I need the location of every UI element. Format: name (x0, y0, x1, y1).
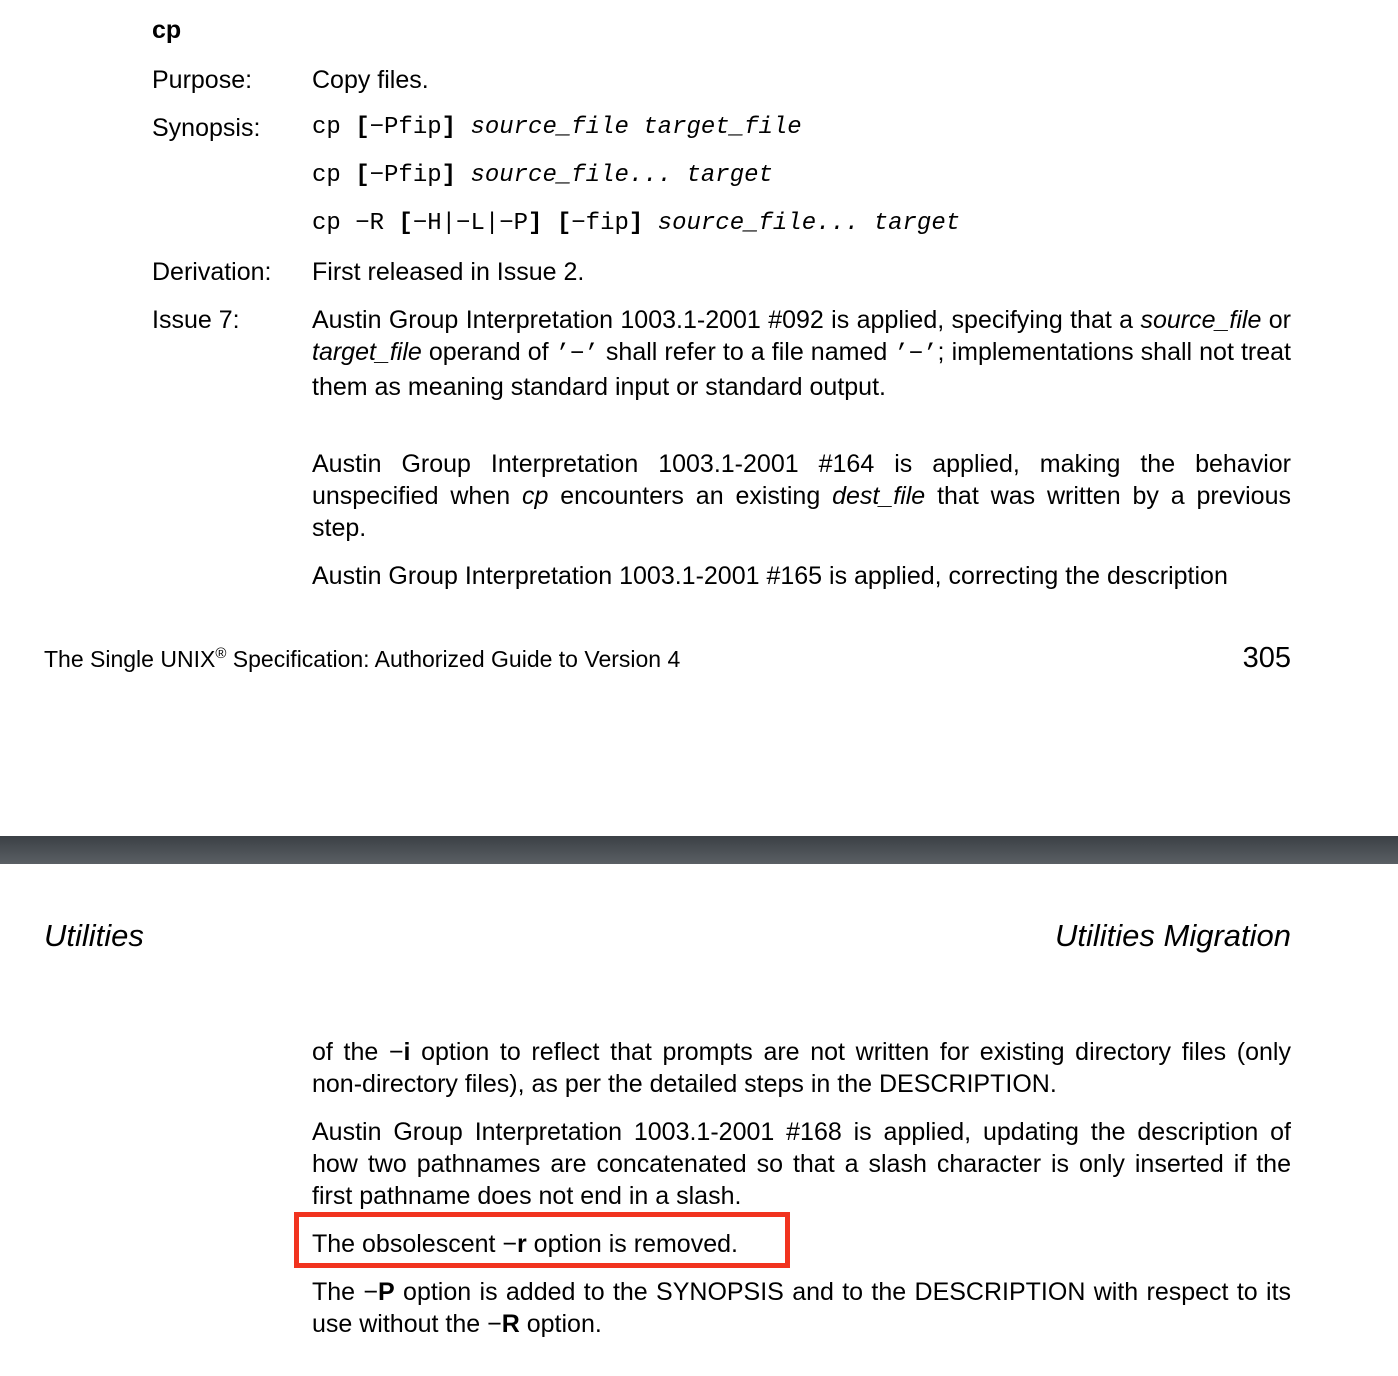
text-run: Specification: Authorized Guide to Version 4 (226, 646, 681, 672)
registered-mark: ® (215, 645, 227, 662)
bracket: ] (528, 210, 543, 237)
removed-option-paragraph (312, 1228, 1291, 1260)
dash-literal: ’−’ (894, 341, 938, 368)
option-p-paragraph (312, 1276, 1291, 1340)
derivation-label: Derivation: (152, 258, 272, 286)
synopsis-options: −fip (571, 210, 629, 237)
purpose-value: Copy files. (312, 66, 429, 94)
page-number: 305 (1242, 642, 1291, 674)
bracket: [ (398, 210, 413, 237)
synopsis-cmd: cp −R (312, 210, 399, 237)
issue-paragraph-1 (312, 304, 1291, 403)
text-run: of the − (312, 1038, 404, 1066)
bracket: ] (441, 114, 457, 141)
synopsis-args: source_file... target (643, 210, 961, 237)
text-run: Austin Group Interpretation 1003.1-2001 #164 is applied, making the behavior unspecified when (312, 450, 1291, 510)
text-run: The − (312, 1278, 379, 1306)
option-letter: R (501, 1310, 520, 1338)
synopsis-line-1 (312, 114, 802, 141)
bracket: [ (542, 210, 572, 237)
synopsis-label: Synopsis: (152, 114, 261, 142)
derivation-value: First released in Issue 2. (312, 258, 585, 286)
synopsis-options: −Pfip (369, 114, 442, 141)
text-run: shall refer to a file named (598, 338, 895, 366)
command-name: cp (521, 482, 549, 510)
operand-target-file: target_file (312, 338, 422, 366)
continued-paragraph (312, 1036, 1291, 1100)
text-run: option is added to the SYNOPSIS and to the DESCRIPTION with respect to its use without the − (312, 1278, 1292, 1338)
running-header-right: Utilities Migration (1054, 918, 1291, 953)
issue-label: Issue 7: (152, 306, 240, 334)
synopsis-args: source_file... target (456, 162, 773, 189)
bracket: [ (355, 114, 370, 141)
issue-paragraph-3: Austin Group Interpretation 1003.1-2001 #165 is applied, correcting the description (312, 562, 1228, 590)
operand-source-file: source_file (1140, 306, 1262, 334)
text-run: ; implementations shall not treat them as meaning standard input or standard output. (312, 338, 1292, 401)
operand-dest-file: dest_file (832, 482, 926, 510)
synopsis-options: −Pfip (369, 162, 442, 189)
command-heading: cp (152, 16, 182, 44)
synopsis-line-3 (312, 210, 960, 237)
text-run: The Single UNIX (44, 646, 216, 672)
bottom-page (0, 864, 1398, 1376)
page-divider (0, 836, 1398, 864)
text-run: encounters an existing (548, 482, 833, 510)
synopsis-args: source_file target_file (456, 114, 802, 141)
option-letter: P (378, 1278, 395, 1306)
text-run: option. (519, 1310, 602, 1338)
text-run: option is removed. (526, 1230, 738, 1258)
bracket: [ (355, 162, 370, 189)
dash-literal: ’−’ (555, 341, 599, 368)
option-letter: r (517, 1230, 527, 1258)
text-run: Austin Group Interpretation 1003.1-2001 #092 is applied, specifying that a (312, 306, 1141, 334)
running-header-left: Utilities (44, 918, 144, 953)
option-letter: i (403, 1038, 411, 1066)
page-footer-title (44, 645, 680, 673)
synopsis-line-2 (312, 162, 773, 189)
synopsis-cmd: cp (312, 114, 356, 141)
text-run: option to reflect that prompts are not written for existing directory files (only non-directory files), as per the detailed steps in the DESCRIPTION. (312, 1038, 1291, 1098)
synopsis-cmd: cp (312, 162, 356, 189)
issue-paragraph-2 (312, 448, 1291, 544)
bracket: ] (441, 162, 457, 189)
text-run: that was written by a previous step. (312, 482, 1291, 542)
paragraph-168: Austin Group Interpretation 1003.1-2001 #168 is applied, updating the description of how two pathnames are concatenated so that a slash character is only inserted if the first pathname does not end in a slash. (312, 1118, 1291, 1210)
text-run: or (1261, 306, 1291, 334)
synopsis-options: −H|−L|−P (412, 210, 529, 237)
bracket: ] (628, 210, 644, 237)
purpose-label: Purpose: (152, 66, 253, 94)
text-run: operand of (421, 338, 556, 366)
text-run: The obsolescent − (312, 1230, 517, 1258)
